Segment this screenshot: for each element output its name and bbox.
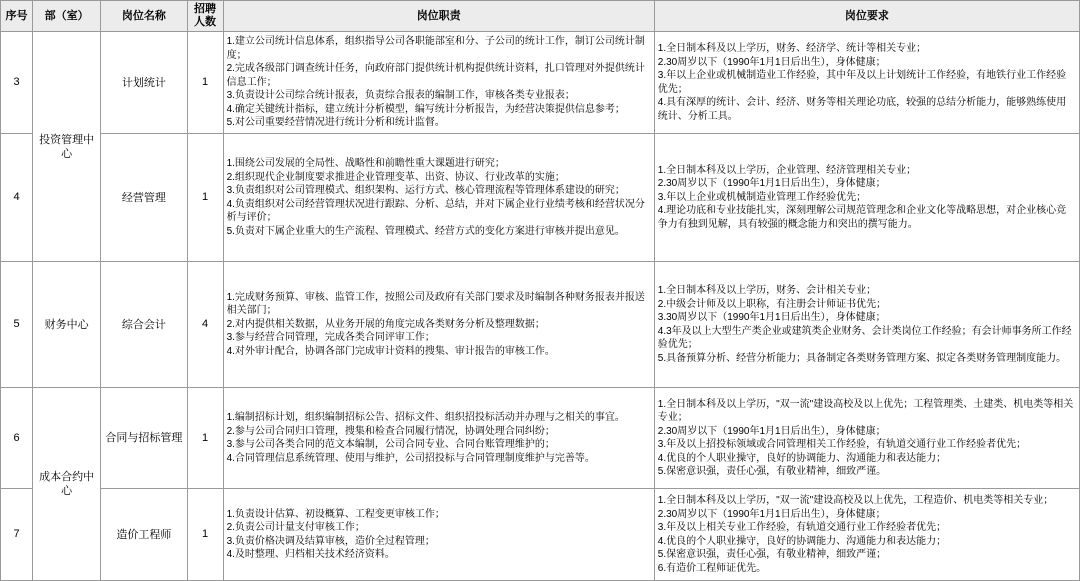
duty-item: 5.对公司重要经营情况进行统计分析和统计监督。 <box>226 117 445 129</box>
cell-dept: 成本合约中心 <box>33 388 101 581</box>
duty-item: 4.及时整理、归档相关技术经济资料。 <box>226 549 395 560</box>
requirement-item: 3.30周岁以下（1990年1月1日后出生），身体健康； <box>657 312 886 323</box>
requirement-item: 3.年及以上相关专业工作经验，有轨道交通行业工作经验者优先； <box>657 522 947 533</box>
duty-list <box>227 35 651 130</box>
requirement-item: 5.保密意识强，责任心强，有敬业精神，细致严谨。 <box>657 466 887 477</box>
requirement-item: 2.30周岁以下（1990年1月1日后出生），身体健康； <box>657 178 886 190</box>
duty-item: 1.建立公司统计信息体系，组织指导公司各职能部室和分、子公司的统计工作，制订公司统计制度； <box>226 36 645 61</box>
cell-duties <box>223 489 654 581</box>
duty-item: 4.对外审计配合，协调各部门完成审计资料的搜集、审计报告的审核工作。 <box>226 345 555 357</box>
cell-seq: 4 <box>1 134 33 262</box>
cell-post-name: 经营管理 <box>101 134 187 262</box>
table-header-row <box>1 1 1080 32</box>
cell-post-name: 计划统计 <box>101 32 187 134</box>
requirement-item: 1.全日制本科及以上学历，"双一流"建设高校及以上优先；工程管理类、土建类、机电类等相关专业； <box>657 398 1074 423</box>
requirement-item: 4.3年及以上大型生产类企业或建筑类企业财务、会计类岗位工作经验；有会计师事务所工作经验优先； <box>657 325 1072 350</box>
cell-duties <box>223 134 654 262</box>
requirement-list <box>658 284 1076 365</box>
requirement-item: 1.全日制本科及以上学历，"双一流"建设高校及以上优先，工程造价、机电类等相关专业； <box>657 495 1054 506</box>
requirement-list <box>658 494 1076 575</box>
table-row <box>1 262 1080 388</box>
header-headcount: 招聘人数 <box>187 1 223 32</box>
duty-item: 1.负责设计估算、初设概算、工程变更审核工作； <box>226 508 445 520</box>
cell-dept: 财务中心 <box>33 262 101 388</box>
requirement-item: 3.年以上企业或机械制造业工作经验，其中年及以上计划统计工作经验，有地铁行业工作经验优先； <box>657 70 1067 95</box>
duty-list <box>227 411 651 465</box>
duty-item: 1.完成财务预算、审核、监管工作，按照公司及政府有关部门要求及时编制各种财务报表并报送相关部门； <box>226 291 645 317</box>
requirement-item: 1.全日制本科及以上学历，财务、会计相关专业； <box>657 285 877 296</box>
cell-requirements <box>654 388 1079 489</box>
duty-item: 1.围绕公司发展的全局性、战略性和前瞻性重大课题进行研究； <box>226 158 505 169</box>
cell-requirements <box>654 134 1079 262</box>
requirement-item: 5.具备预算分析、经营分析能力；具备制定各类财务管理方案、拟定各类财务管理制度能力。 <box>657 352 1067 364</box>
cell-headcount: 1 <box>187 134 223 262</box>
requirement-item: 3.年以上企业或机械制造业管理工作经验优先； <box>657 191 867 203</box>
header-requirements: 岗位要求 <box>654 1 1079 32</box>
table-body <box>1 32 1080 581</box>
cell-headcount: 4 <box>187 262 223 388</box>
requirement-item: 3.年及以上招投标领域或合同管理相关工作经验，有轨道交通行业工作经验者优先； <box>657 439 1027 450</box>
duty-item: 2.参与公司合同归口管理，搜集和检查合同履行情况，协调处理合同纠纷； <box>226 425 555 437</box>
requirement-list <box>658 398 1076 479</box>
requirement-item: 4.理论功底和专业技能扎实，深刻理解公司规范管理念和企业文化等战略思想，对企业核心竞争力有独到见解，具有较强的概念能力和突出的撰写能力。 <box>657 205 1067 230</box>
header-seq: 序号 <box>1 1 33 32</box>
cell-seq: 7 <box>1 489 33 581</box>
table-row <box>1 388 1080 489</box>
requirement-item: 4.优良的个人职业操守，良好的协调能力、沟通能力和表达能力； <box>657 535 947 547</box>
table-row <box>1 32 1080 134</box>
cell-post-name: 造价工程师 <box>101 489 187 581</box>
table-row <box>1 134 1080 262</box>
requirement-item: 2.30周岁以下（1990年1月1日后出生），身体健康； <box>657 56 886 68</box>
cell-requirements <box>654 489 1079 581</box>
duty-list <box>227 508 651 562</box>
table-row <box>1 489 1080 581</box>
cell-duties <box>223 262 654 388</box>
cell-post-name: 综合会计 <box>101 262 187 388</box>
cell-requirements <box>654 32 1079 134</box>
requirement-item: 4.具有深厚的统计、会计、经济、财务等相关理论功底，较强的总结分析能力，能够熟练使用统计、分析工具。 <box>657 97 1067 122</box>
cell-dept: 投资管理中心 <box>33 32 101 262</box>
cell-headcount: 1 <box>187 388 223 489</box>
requirement-item: 2.30周岁以下（1990年1月1日后出生），身体健康； <box>657 508 886 520</box>
cell-duties <box>223 32 654 134</box>
duty-item: 4.合同管理信息系统管理、使用与维护，公司招投标与合同管理制度维护与完善等。 <box>226 452 595 464</box>
duty-item: 3.负责价格决调及结算审核，造价全过程管理； <box>226 535 435 547</box>
duty-item: 1.编制招标计划，组织编制招标公告、招标文件、组织招投标活动并办理与之相关的事宜。 <box>226 412 625 423</box>
duty-item: 3.负责组织对公司管理模式、组织架构、运行方式、核心管理流程等管理体系建设的研究； <box>226 185 625 196</box>
cell-requirements <box>654 262 1079 388</box>
duty-item: 3.参与经营合同管理，完成各类合同评审工作； <box>226 332 435 344</box>
duty-item: 2.对内提供相关数据，从业务开展的角度完成各类财务分析及整理数据； <box>226 318 545 330</box>
requirement-item: 2.中级会计师及以上职称，有注册会计师证书优先； <box>657 298 887 310</box>
requirement-item: 6.有造价工程师证优先。 <box>657 562 767 574</box>
cell-seq: 5 <box>1 262 33 388</box>
requirement-item: 2.30周岁以下（1990年1月1日后出生），身体健康； <box>657 425 886 437</box>
duty-item: 3.负责设计公司综合统计报表，负责综合报表的编制工作，审核各类专业报表； <box>226 90 575 102</box>
requirement-item: 4.优良的个人职业操守，良好的协调能力、沟通能力和表达能力； <box>657 452 947 464</box>
duty-item: 2.完成各级部门调查统计任务，向政府部门提供统计机构提供统计资料，扎口管理对外提供统计信息工作； <box>226 63 645 88</box>
cell-seq: 6 <box>1 388 33 489</box>
duty-item: 4.负责组织对公司经营管理状况进行跟踪、分析、总结，并对下属企业行业绩考核和经营状况分析与评价； <box>226 198 645 223</box>
requirement-item: 1.全日制本科及以上学历，企业管理、经济管理相关专业； <box>657 164 917 176</box>
cell-seq: 3 <box>1 32 33 134</box>
requirement-list <box>658 42 1076 123</box>
cell-headcount: 1 <box>187 32 223 134</box>
requirement-item: 1.全日制本科及以上学历，财务、经济学、统计等相关专业； <box>657 43 927 54</box>
cell-duties <box>223 388 654 489</box>
header-duties: 岗位职责 <box>223 1 654 32</box>
duty-item: 3.参与公司各类合同的范文本编制，公司合同专业、合同台账管理维护的； <box>226 439 555 450</box>
header-post-name: 岗位名称 <box>101 1 187 32</box>
header-dept: 部（室） <box>33 1 101 32</box>
duty-list <box>227 291 651 359</box>
duty-item: 5.负责对下属企业重大的生产流程、管理模式、经营方式的变化方案进行审核并提出意见。 <box>226 225 625 237</box>
duty-item: 2.负责公司计量支付审核工作； <box>226 522 365 533</box>
cell-post-name: 合同与招标管理 <box>101 388 187 489</box>
cell-headcount: 1 <box>187 489 223 581</box>
duty-item: 2.组织现代企业制度要求推进企业管理变革、出资、协议、行业改革的实施； <box>226 171 565 183</box>
duty-list <box>227 157 651 238</box>
requirement-list <box>658 164 1076 232</box>
duty-item: 4.确定关键统计指标，建立统计分析模型，编写统计分析报告，为经营决策提供信息参考； <box>226 103 625 115</box>
requirement-item: 5.保密意识强，责任心强，有敬业精神，细致严谨； <box>657 549 887 560</box>
